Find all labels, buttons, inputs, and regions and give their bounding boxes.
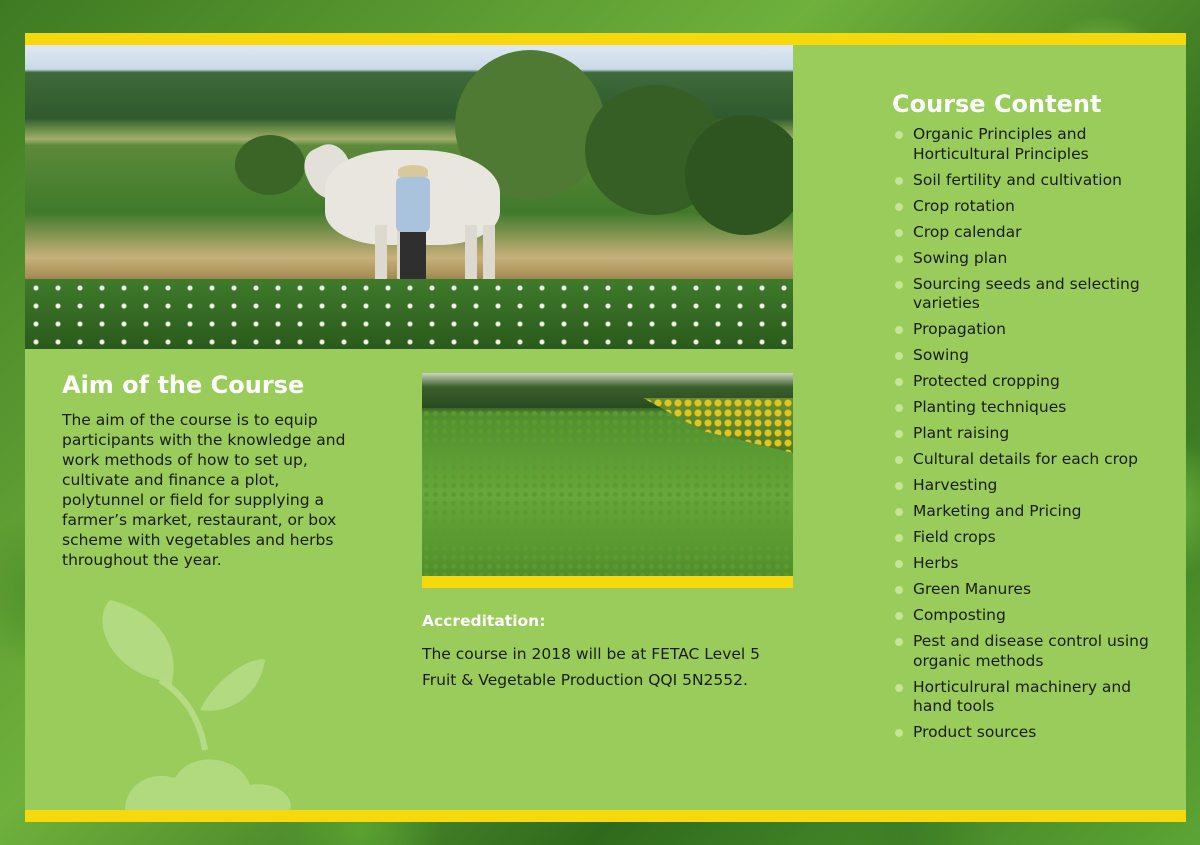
field-photo-accent-bar xyxy=(422,576,793,588)
bullet-icon xyxy=(895,482,903,490)
bullet-icon xyxy=(895,203,903,211)
list-item: Protected cropping xyxy=(892,372,1162,392)
bullet-icon xyxy=(895,430,903,438)
sprout-icon xyxy=(90,600,300,810)
list-item: Sourcing seeds and selecting varieties xyxy=(892,275,1162,314)
list-item: Field crops xyxy=(892,528,1162,548)
bullet-icon xyxy=(895,229,903,237)
bullet-icon xyxy=(895,281,903,289)
bullet-icon xyxy=(895,684,903,692)
list-item: Pest and disease control using organic methods xyxy=(892,632,1162,671)
bullet-icon xyxy=(895,326,903,334)
list-item: Harvesting xyxy=(892,476,1162,496)
accreditation-line-2: Fruit & Vegetable Production QQI 5N2552. xyxy=(422,671,748,689)
list-item: Composting xyxy=(892,606,1162,626)
accreditation-text xyxy=(422,641,792,693)
course-content-heading: Course Content xyxy=(892,90,1102,118)
bullet-icon xyxy=(895,560,903,568)
aim-paragraph: The aim of the course is to equip participants with the knowledge and work methods of how to set up, cultivate and finance a plot, polytunnel or field for supplying a farmer’s market, restaurant, or box scheme with vegetables and herbs throughout the year. xyxy=(62,411,346,569)
bullet-icon xyxy=(895,131,903,139)
accreditation-heading: Accreditation: xyxy=(422,612,546,630)
bullet-icon xyxy=(895,612,903,620)
bullet-icon xyxy=(895,508,903,516)
bullet-icon xyxy=(895,378,903,386)
list-item: Horticulrural machinery and hand tools xyxy=(892,678,1162,717)
bullet-icon xyxy=(895,586,903,594)
bullet-icon xyxy=(895,534,903,542)
bullet-icon xyxy=(895,638,903,646)
list-item: Crop rotation xyxy=(892,197,1162,217)
list-item: Organic Principles and Horticultural Principles xyxy=(892,125,1162,164)
bullet-icon xyxy=(895,255,903,263)
top-accent-bar xyxy=(25,33,1186,45)
bullet-icon xyxy=(895,404,903,412)
bullet-icon xyxy=(895,352,903,360)
list-item: Herbs xyxy=(892,554,1162,574)
list-item: Sowing plan xyxy=(892,249,1162,269)
list-item: Soil fertility and cultivation xyxy=(892,171,1162,191)
bottom-accent-bar xyxy=(25,810,1186,822)
horse-ploughing-photo xyxy=(25,45,793,349)
list-item: Marketing and Pricing xyxy=(892,502,1162,522)
list-item: Sowing xyxy=(892,346,1162,366)
aim-heading: Aim of the Course xyxy=(62,371,305,399)
green-field-photo xyxy=(422,373,793,576)
accreditation-line-1: The course in 2018 will be at FETAC Level 5 xyxy=(422,645,761,663)
list-item: Crop calendar xyxy=(892,223,1162,243)
list-item: Green Manures xyxy=(892,580,1162,600)
list-item: Plant raising xyxy=(892,424,1162,444)
list-item: Product sources xyxy=(892,723,1162,743)
list-item: Propagation xyxy=(892,320,1162,340)
bullet-icon xyxy=(895,456,903,464)
course-content-list xyxy=(892,125,1162,749)
bullet-icon xyxy=(895,729,903,737)
list-item: Cultural details for each crop xyxy=(892,450,1162,470)
list-item: Planting techniques xyxy=(892,398,1162,418)
bullet-icon xyxy=(895,177,903,185)
